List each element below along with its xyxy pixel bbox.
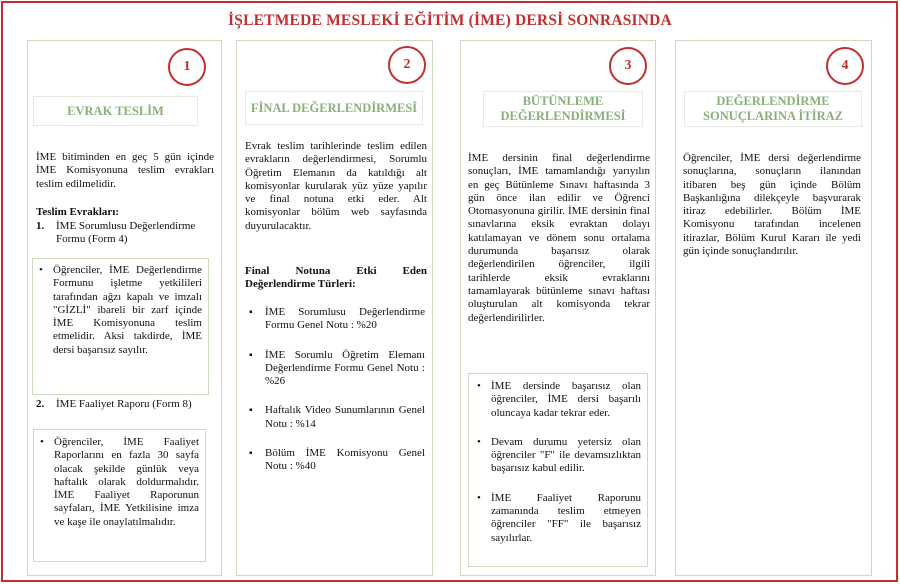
evaluation-item: ▪ İME Sorumlu Öğretim Elemanı Değerlendirme Formu Genel Notu : %26	[245, 349, 425, 389]
evaluation-item: ▪ İME Sorumlusu Değerlendirme Formu Genel Notu : %20	[245, 306, 425, 333]
doc-item-1	[36, 220, 216, 247]
item-text: İME Faaliyet Raporu (Form 8)	[56, 398, 192, 410]
item-text: İME Sorumlusu Değerlendirme Formu (Form 4)	[56, 220, 196, 246]
step-number-3: 3	[609, 47, 647, 85]
column-intro: Öğrenciler, İME dersi değerlendirme sonuçlarına, sonuçların ilanından itibaren beş gün içinde Bölüm Başkanlığına dilekçeyle başvurarak itiraz edebilirler. Bölüm İME Komisyonu tarafından incelenen itirazlar, Bölüm Kurul Kararı ile yedi gün içinde sonuçlandırılır.	[683, 152, 861, 258]
info-box-3	[468, 373, 648, 567]
rule-item: • İME dersinde başarısız olan öğrenciler, İME dersi başarılı oluncaya kadar tekrar eder.	[471, 380, 641, 420]
column-butunleme-degerlendirmesi	[460, 40, 656, 576]
list-title: Final Notuna Etki Eden Değerlendirme Türleri:	[245, 265, 427, 291]
bullet-item: • Öğrenciler, İME Faaliyet Raporlarını en fazla 30 sayfa olacak şekilde günlük veya haftalık olarak doldurmalıdır. İME Faaliyet Raporunun sayfaları, İME Yetkilisine imza ve kaşe ile onaylatılmalıdır.	[34, 436, 199, 529]
item-number: 2.	[36, 398, 45, 410]
page-title: İŞLETMEDE MESLEKİ EĞİTİM (İME) DERSİ SONRASINDA	[228, 12, 672, 29]
evaluation-list	[245, 306, 425, 490]
column-degerlendirme-itiraz	[675, 40, 872, 576]
column-intro: İME bitiminden en geç 5 gün içinde İME Komisyonuna teslim evrakları teslim edilmelidir.	[36, 151, 214, 190]
step-number-1: 1	[168, 48, 206, 86]
bullet-item: • Öğrenciler, İME Değerlendirme Formunu işletme yetkilileri tarafından ağzı kapalı ve imzalı "GİZLİ" ibareli bir zarf içinde İME Komisyonuna teslim etmelidir. Aksi takdirde, İME dersi başarısız sayılır.	[33, 264, 202, 357]
column-heading: FİNAL DEĞERLENDİRMESİ	[245, 91, 423, 125]
column-intro: Evrak teslim tarihlerinde teslim edilen evrakların değerlendirmesi, Sorumlu Öğretim Elemanın da katıldığı alt komisyonlar kurularak yüz yüze yapılır ve final notuna etki eder. Alt komisyonlar bölüm web sayfasında duyurulacaktır.	[245, 140, 427, 232]
column-heading: BÜTÜNLEME DEĞERLENDİRMESİ	[483, 91, 643, 127]
column-heading: EVRAK TESLİM	[33, 96, 198, 126]
rules-list	[471, 380, 641, 545]
column-heading: DEĞERLENDİRME SONUÇLARINA İTİRAZ	[684, 91, 862, 127]
docs-title: Teslim Evrakları:	[36, 206, 120, 218]
info-box-1	[32, 258, 209, 395]
item-number: 1.	[36, 220, 45, 232]
step-number-2: 2	[388, 46, 426, 84]
step-number-4: 4	[826, 47, 864, 85]
evaluation-item: ▪ Bölüm İME Komisyonu Genel Notu : %40	[245, 447, 425, 474]
doc-item-2	[36, 398, 216, 411]
evaluation-item: ▪ Haftalık Video Sunumlarının Genel Notu : %14	[245, 404, 425, 431]
info-box-2	[33, 429, 206, 562]
column-intro: İME dersinin final değerlendirme sonuçları, İME tamamlandığı yarıyılın en geç Bütünleme Sınavı haftasında 3 gün önce ilan edilir ve Öğrenci Otomasyonuna girilir. İME dersinin final sınavlarına eksik evraktan dolayı katılamayan ve dönem sonu ortalama durumunda başarısız olarak değerlendirilen öğrenciler, ilgili tarihlerde eksik evraklarını tamamlayarak bütünleme sınavı haftası oluşturulan alt komisyonda tekrar değerlendirilirler.	[468, 152, 650, 324]
column-evrak-teslim	[27, 40, 222, 576]
rule-item: • İME Faaliyet Raporunu zamanında teslim etmeyen öğrenciler "FF" ile başarısız sayılırlar.	[471, 492, 641, 545]
column-final-degerlendirmesi	[236, 40, 433, 576]
rule-item: • Devam durumu yetersiz olan öğrenciler "F" ile devamsızlıktan başarısız kabul edilir.	[471, 436, 641, 476]
